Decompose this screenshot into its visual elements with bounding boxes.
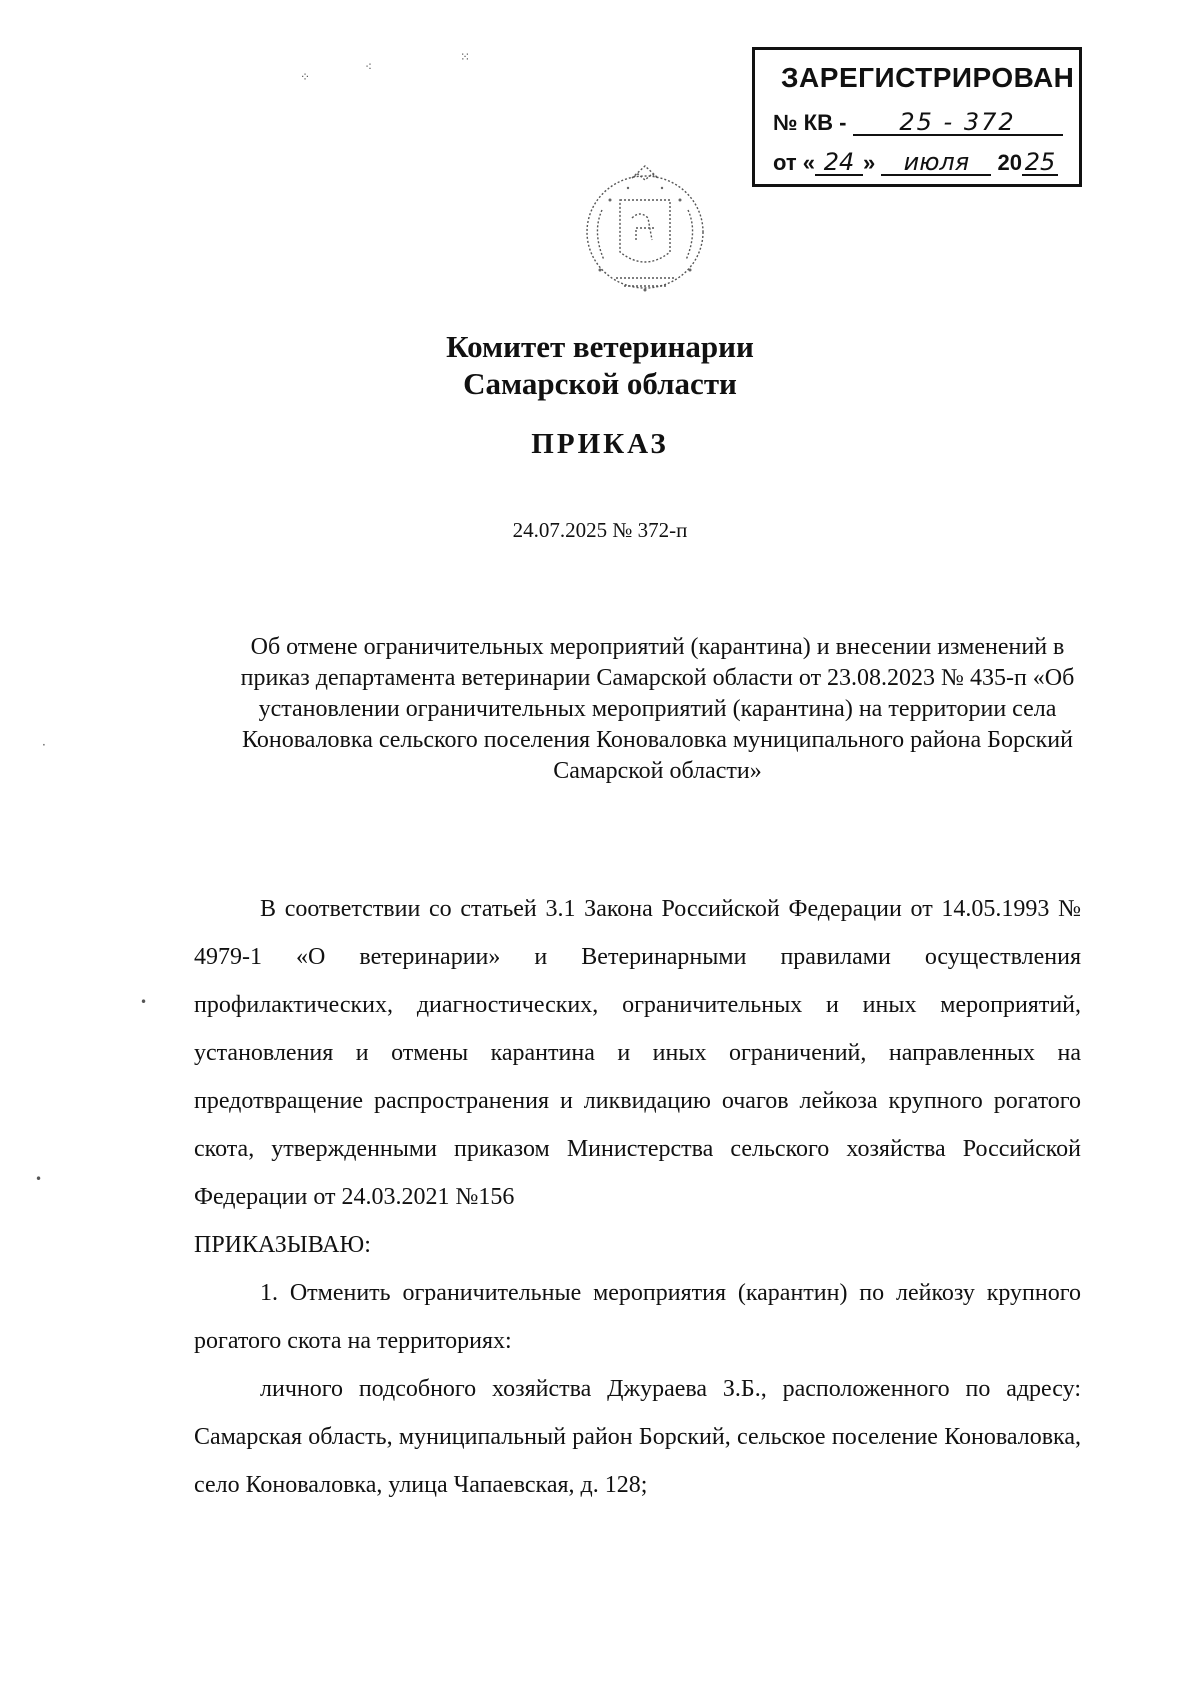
- stamp-date-row: [773, 150, 1058, 176]
- order-body: [194, 885, 1081, 1509]
- stamp-year-suffix: 25: [1022, 150, 1058, 176]
- stamp-date-prefix: от «: [773, 150, 816, 175]
- stamp-date-mid: »: [863, 150, 876, 175]
- scan-speck: •: [35, 1172, 43, 1186]
- committee-name: [0, 328, 1200, 402]
- scan-speck: ⁘: [300, 70, 311, 84]
- document-date-number: 24.07.2025 № 372-п: [512, 518, 688, 542]
- stamp-year-prefix: 20: [997, 150, 1022, 175]
- stamp-number-row: [773, 110, 1063, 136]
- order-item-1-sub-1: личного подсобного хозяйства Джураева З.Б., расположенного по адресу: Самарская область, муниципальный район Борский, сельское поселение Коноваловка, село Коноваловка, улица Чапаевская, д. 128;: [194, 1376, 1081, 1498]
- scan-speck: ⁖: [365, 60, 373, 74]
- committee-line-2: Самарской области: [463, 366, 737, 401]
- scan-speck: •: [140, 995, 148, 1009]
- coat-of-arms-icon: [580, 160, 710, 300]
- order-word: ПРИКАЗЫВАЮ:: [194, 1232, 371, 1258]
- stamp-title: ЗАРЕГИСТРИРОВАН: [781, 62, 1075, 93]
- stamp-date-month: июля: [881, 150, 991, 176]
- scan-speck: ⁙: [460, 50, 471, 64]
- order-subject: Об отмене ограничительных мероприятий (карантина) и внесении изменений в приказ департамента ветеринарии Самарской области от 23.08.2023 № 435-п «Об установлении ограничительных мероприятий (карантина) на территории села Коноваловка сельского поселения Коноваловка муниципального района Борский Самарской области»: [240, 634, 1075, 784]
- scan-speck: ·: [42, 738, 46, 752]
- committee-line-1: Комитет ветеринарии: [446, 329, 754, 364]
- stamp-date-day: 24: [815, 150, 863, 176]
- order-item-1: 1. Отменить ограничительные мероприятия (карантин) по лейкозу крупного рогатого скота на территориях:: [194, 1280, 1081, 1354]
- stamp-number-prefix: № КВ -: [773, 110, 847, 135]
- preamble-paragraph: В соответствии со статьей 3.1 Закона Российской Федерации от 14.05.1993 № 4979-1 «О ветеринарии» и Ветеринарными правилами осуществления профилактических, диагностических, ограничительных и иных мероприятий, установления и отмены карантина и иных ограничений, направленных на предотвращение распространения и ликвидацию очагов лейкоза крупного рогатого скота, утвержденными приказом Министерства сельского хозяйства Российской Федерации от 24.03.2021 №156: [194, 896, 1081, 1210]
- stamp-number-handwritten: 25 - 372: [853, 110, 1063, 136]
- registration-stamp: [752, 47, 1082, 187]
- document-type: ПРИКАЗ: [531, 428, 669, 460]
